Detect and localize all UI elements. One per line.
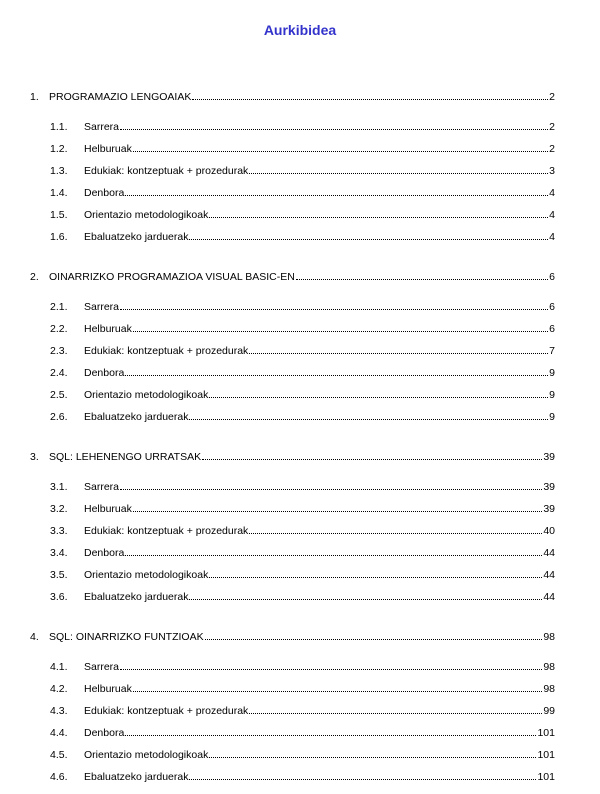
toc-entry-number: 1.4. — [50, 187, 68, 199]
toc-entry-label: Sarrera — [84, 301, 120, 313]
dot-leader — [125, 194, 548, 196]
toc-entry-label: PROGRAMAZIO LENGOAIAK — [49, 91, 192, 103]
toc-entry-label: SQL: LEHENENGO URRATSAK — [49, 451, 202, 463]
toc-subsection-entry[interactable] — [50, 703, 555, 717]
toc-entry-label: Ebaluatzeko jarduerak — [84, 411, 189, 423]
dot-leader — [209, 576, 542, 578]
toc-entry-page-number: 44 — [543, 569, 555, 581]
toc-entry-page-number: 9 — [549, 367, 555, 379]
toc-subsection-entry[interactable] — [50, 479, 555, 493]
toc-subsection-entry[interactable] — [50, 589, 555, 603]
toc-entry-label: Sarrera — [84, 661, 120, 673]
toc-entry-label: Helburuak — [84, 683, 132, 695]
toc-entry-label: Orientazio metodologikoak — [84, 749, 209, 761]
dot-leader — [120, 308, 548, 310]
dot-leader — [192, 98, 548, 100]
toc-entry-number: 2.5. — [50, 389, 68, 401]
dot-leader — [125, 734, 536, 736]
toc-entry-number: 2.4. — [50, 367, 68, 379]
toc-subsection-entry[interactable] — [50, 409, 555, 423]
toc-subsection-entry[interactable] — [50, 545, 555, 559]
toc-subsection-entry[interactable] — [50, 207, 555, 221]
toc-entry-page-number: 6 — [549, 301, 555, 313]
dot-leader — [189, 418, 548, 420]
toc-entry-page-number: 98 — [543, 631, 555, 643]
dot-leader — [120, 128, 548, 130]
toc-entry-page-number: 40 — [543, 525, 555, 537]
toc-entry-number: 3. — [30, 451, 39, 463]
toc-entry-page-number: 7 — [549, 345, 555, 357]
toc-subsection-entry[interactable] — [50, 387, 555, 401]
dot-leader — [209, 216, 548, 218]
toc-entry-label: Edukiak: kontzeptuak + prozedurak — [84, 165, 249, 177]
toc-entry-page-number: 39 — [543, 451, 555, 463]
dot-leader — [120, 668, 542, 670]
toc-entry-page-number: 39 — [543, 481, 555, 493]
dot-leader — [133, 330, 548, 332]
toc-subsection-entry[interactable] — [50, 321, 555, 335]
toc-entry-label: Edukiak: kontzeptuak + prozedurak — [84, 345, 249, 357]
toc-section-entry[interactable] — [30, 449, 555, 463]
dot-leader — [133, 510, 542, 512]
dot-leader — [189, 598, 542, 600]
dot-leader — [249, 172, 548, 174]
toc-entry-page-number: 44 — [543, 547, 555, 559]
toc-entry-page-number: 101 — [537, 727, 555, 739]
toc-section-entry[interactable] — [30, 269, 555, 283]
toc-entry-number: 3.4. — [50, 547, 68, 559]
dot-leader — [296, 278, 548, 280]
toc-entry-page-number: 101 — [537, 749, 555, 761]
toc-entry-number: 4. — [30, 631, 39, 643]
toc-entry-label: Denbora — [84, 727, 125, 739]
toc-entry-number: 4.5. — [50, 749, 68, 761]
dot-leader — [120, 488, 542, 490]
toc-entry-number: 4.3. — [50, 705, 68, 717]
toc-section-entry[interactable] — [30, 89, 555, 103]
toc-entry-label: Ebaluatzeko jarduerak — [84, 591, 189, 603]
dot-leader — [125, 554, 542, 556]
toc-subsection-entry[interactable] — [50, 119, 555, 133]
toc-entry-number: 2. — [30, 271, 39, 283]
toc-subsection-entry[interactable] — [50, 681, 555, 695]
toc-entry-label: Edukiak: kontzeptuak + prozedurak — [84, 525, 249, 537]
toc-entry-number: 3.1. — [50, 481, 68, 493]
toc-subsection-entry[interactable] — [50, 659, 555, 673]
toc-entry-page-number: 4 — [549, 231, 555, 243]
toc-subsection-entry[interactable] — [50, 343, 555, 357]
toc-subsection-entry[interactable] — [50, 141, 555, 155]
toc-section-entry[interactable] — [30, 629, 555, 643]
toc-entry-number: 1.3. — [50, 165, 68, 177]
toc-entry-number: 1.1. — [50, 121, 68, 133]
toc-entry-number: 2.2. — [50, 323, 68, 335]
toc-entry-number: 1. — [30, 91, 39, 103]
toc-entry-page-number: 98 — [543, 661, 555, 673]
toc-entry-label: SQL: OINARRIZKO FUNTZIOAK — [49, 631, 204, 643]
toc-entry-page-number: 9 — [549, 411, 555, 423]
toc-subsection-entry[interactable] — [50, 747, 555, 761]
toc-entry-page-number: 2 — [549, 143, 555, 155]
toc-entry-page-number: 39 — [543, 503, 555, 515]
toc-entry-number: 3.6. — [50, 591, 68, 603]
toc-subsection-entry[interactable] — [50, 567, 555, 581]
toc-subsection-entry[interactable] — [50, 185, 555, 199]
toc-entry-number: 3.5. — [50, 569, 68, 581]
toc-entry-number: 2.3. — [50, 345, 68, 357]
toc-entry-number: 3.2. — [50, 503, 68, 515]
toc-subsection-entry[interactable] — [50, 299, 555, 313]
dot-leader — [249, 352, 548, 354]
toc-entry-label: Orientazio metodologikoak — [84, 389, 209, 401]
toc-entry-label: Orientazio metodologikoak — [84, 209, 209, 221]
toc-entry-page-number: 3 — [549, 165, 555, 177]
toc-entry-number: 1.2. — [50, 143, 68, 155]
toc-entry-number: 4.4. — [50, 727, 68, 739]
toc-entry-label: Edukiak: kontzeptuak + prozedurak — [84, 705, 249, 717]
toc-entry-label: Ebaluatzeko jarduerak — [84, 231, 189, 243]
toc-entry-number: 4.1. — [50, 661, 68, 673]
toc-entry-label: OINARRIZKO PROGRAMAZIOA VISUAL BASIC-EN — [49, 271, 295, 283]
toc-subsection-entry[interactable] — [50, 769, 555, 783]
page-title: Aurkibidea — [263, 22, 337, 38]
toc-subsection-entry[interactable] — [50, 501, 555, 515]
toc-entry-number: 4.6. — [50, 771, 68, 783]
toc-entry-label: Helburuak — [84, 323, 132, 335]
toc-entry-number: 4.2. — [50, 683, 68, 695]
dot-leader — [189, 238, 548, 240]
toc-entry-number: 2.6. — [50, 411, 68, 423]
dot-leader — [133, 150, 548, 152]
dot-leader — [205, 638, 543, 640]
dot-leader — [202, 458, 542, 460]
toc-subsection-entry[interactable] — [50, 523, 555, 537]
toc-entry-number: 2.1. — [50, 301, 68, 313]
toc-entry-label: Denbora — [84, 367, 125, 379]
toc-entry-number: 1.6. — [50, 231, 68, 243]
toc-subsection-entry[interactable] — [50, 725, 555, 739]
dot-leader — [189, 778, 536, 780]
toc-entry-label: Sarrera — [84, 481, 120, 493]
toc-entry-label: Helburuak — [84, 503, 132, 515]
toc-subsection-entry[interactable] — [50, 365, 555, 379]
toc-entry-label: Sarrera — [84, 121, 120, 133]
dot-leader — [209, 396, 548, 398]
dot-leader — [209, 756, 536, 758]
toc-entry-page-number: 99 — [543, 705, 555, 717]
toc-entry-label: Denbora — [84, 547, 125, 559]
dot-leader — [249, 712, 542, 714]
dot-leader — [249, 532, 542, 534]
toc-entry-page-number: 4 — [549, 187, 555, 199]
toc-entry-page-number: 6 — [549, 271, 555, 283]
toc-entry-page-number: 2 — [549, 91, 555, 103]
dot-leader — [125, 374, 548, 376]
toc-entry-page-number: 6 — [549, 323, 555, 335]
toc-subsection-entry[interactable] — [50, 229, 555, 243]
toc-entry-page-number: 9 — [549, 389, 555, 401]
toc-entry-page-number: 44 — [543, 591, 555, 603]
dot-leader — [133, 690, 542, 692]
toc-entry-label: Ebaluatzeko jarduerak — [84, 771, 189, 783]
toc-entry-label: Helburuak — [84, 143, 132, 155]
toc-entry-page-number: 4 — [549, 209, 555, 221]
toc-entry-number: 3.3. — [50, 525, 68, 537]
toc-subsection-entry[interactable] — [50, 163, 555, 177]
toc-entry-page-number: 2 — [549, 121, 555, 133]
toc-entry-page-number: 101 — [537, 771, 555, 783]
toc-entry-label: Denbora — [84, 187, 125, 199]
toc-entry-label: Orientazio metodologikoak — [84, 569, 209, 581]
toc-entry-number: 1.5. — [50, 209, 68, 221]
toc-entry-page-number: 98 — [543, 683, 555, 695]
